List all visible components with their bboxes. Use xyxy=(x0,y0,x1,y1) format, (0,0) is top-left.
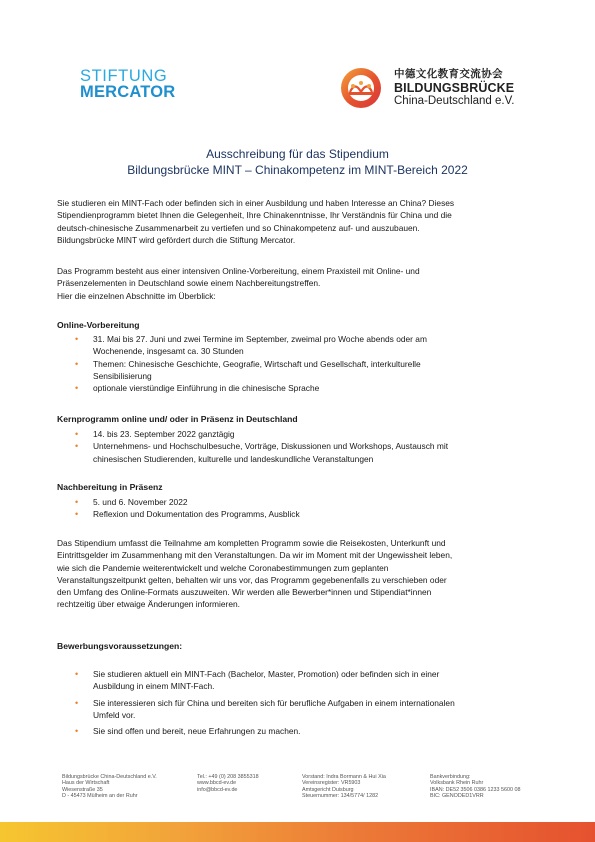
kernprogramm-list xyxy=(75,428,448,465)
section-heading-kernprogramm: Kernprogramm online und/ oder in Präsenz in Deutschland xyxy=(57,414,298,424)
list-item xyxy=(75,440,448,465)
section-heading-bewerbungsvoraussetzungen: Bewerbungsvoraussetzungen: xyxy=(57,641,183,651)
footer-gradient-bar xyxy=(0,822,595,842)
list-item xyxy=(75,725,455,737)
stipend-line: Das Stipendium umfasst die Teilnahme am kompletten Programm sowie die Reisekosten, Unterkunft und xyxy=(57,538,446,548)
stiftung-mercator-logo xyxy=(80,68,175,101)
stipend-line: wie sich die Pandemie weiterentwickelt und welche Coronabestimmungen zum geplanten xyxy=(57,562,389,573)
bullet-icon: • xyxy=(75,358,79,369)
footer-line: Volksbank Rhein Ruhr xyxy=(430,780,484,787)
stipend-line: den Umfang des Online-Formats auszuweiten. Wir werden alle Bewerber*innen und Stipendiat*innen xyxy=(57,587,432,598)
footer-line: Vereinsregister: VR5903 xyxy=(302,780,361,787)
online-vorbereitung-list xyxy=(75,333,427,394)
nachbereitung-list xyxy=(75,496,300,521)
bullet-icon: • xyxy=(75,509,79,520)
list-item-text: Sensibilisierung xyxy=(93,370,152,381)
list-item-text: 5. und 6. November 2022 xyxy=(93,497,188,507)
program-line: Das Programm besteht aus einer intensiven Online-Vorbereitung, einem Praxisteil mit Online- und xyxy=(57,266,420,276)
footer-link[interactable]: www.bbcd-ev.de xyxy=(197,780,237,787)
list-item-text: Sie studieren aktuell ein MINT-Fach (Bachelor, Master, Promotion) oder befinden sich in einer xyxy=(93,669,440,679)
list-item xyxy=(75,428,448,440)
intro-line: deutsch-chinesische Zusammenarbeit zu vertiefen und so Chinakompetenz auf- und auszubauen. xyxy=(57,222,420,233)
list-item-text: Sie sind offen und bereit, neue Erfahrungen zu machen. xyxy=(93,726,301,737)
logo-mercator-line1: STIFTUNG xyxy=(80,67,168,85)
list-item-text: Unternehmens- und Hochschulbesuche, Vorträge, Diskussionen und Workshops, Austausch mit xyxy=(93,441,449,452)
footer-bank xyxy=(430,774,521,800)
list-item-text: 14. bis 23. September 2022 ganztägig xyxy=(93,429,235,439)
bullet-icon: • xyxy=(75,497,79,507)
footer-line: Bankverbindung: xyxy=(430,774,471,780)
footer-contact xyxy=(197,774,259,793)
footer-address xyxy=(62,774,157,800)
list-item-text: 31. Mai bis 27. Juni und zwei Termine im September, zweimal pro Woche abends oder am xyxy=(93,334,427,344)
list-item-text: Umfeld vor. xyxy=(93,709,136,720)
bridge-emblem-icon xyxy=(338,66,388,110)
program-line: Präsenzelementen in Deutschland sowie einem Nachbereitungstreffen. xyxy=(57,278,321,289)
list-item xyxy=(75,697,455,722)
list-item-text: optionale vierstündige Einführung in die chinesische Sprache xyxy=(93,383,320,394)
footer-line: Steuernummer: 134/5774/ 1282 xyxy=(302,793,379,800)
intro-line: Sie studieren ein MINT-Fach oder befinden sich in einer Ausbildung und haben Interesse an China? Dieses xyxy=(57,198,455,208)
bullet-icon: • xyxy=(75,334,79,344)
requirements-list xyxy=(75,668,455,737)
footer-line: BIC: GENODED1VRR xyxy=(430,793,484,800)
stipend-paragraph xyxy=(57,537,547,611)
section-heading-online-vorbereitung: Online-Vorbereitung xyxy=(57,320,140,330)
intro-line: Stipendienprogramm bietet Ihnen die Gelegenheit, Ihre Chinakenntnisse, Ihr Verständnis für China und die xyxy=(57,210,452,221)
logo-mercator-line2: MERCATOR xyxy=(80,83,176,101)
list-item xyxy=(75,358,427,383)
stipend-line: rechtzeitig über etwaige Änderungen informieren. xyxy=(57,599,240,610)
footer-line: D - 45473 Mülheim an der Ruhr xyxy=(62,793,138,800)
program-paragraph xyxy=(57,265,547,302)
bullet-icon: • xyxy=(75,726,79,737)
intro-line: Bildungsbrücke MINT wird gefördert durch die Stiftung Mercator. xyxy=(57,234,296,245)
intro-paragraph xyxy=(57,197,547,246)
footer-link[interactable]: info@bbcd-ev.de xyxy=(197,786,238,793)
logo-bb-sub: China-Deutschland e.V. xyxy=(394,95,515,107)
bullet-icon: • xyxy=(75,429,79,439)
list-item xyxy=(75,668,455,693)
list-item-text: chinesischen Studierenden, kulturelle und landeskundliche Veranstaltungen xyxy=(93,453,374,464)
list-item-text: Reflexion und Dokumentation des Programms, Ausblick xyxy=(93,509,300,520)
bullet-icon: • xyxy=(75,697,79,708)
document-title-line2: Bildungsbrücke MINT – Chinakompetenz im MINT-Bereich 2022 xyxy=(127,163,468,177)
footer-registration xyxy=(302,774,386,800)
footer-line: Wiesenstraße 35 xyxy=(62,786,103,793)
footer-line: IBAN: DE52 3506 0386 1233 5600 08 xyxy=(430,786,521,793)
list-item xyxy=(75,508,300,520)
stipend-line: Eintrittsgelder im Zusammenhang mit den Veranstaltungen. Da wir im Moment mit der Ungewissheit leben, xyxy=(57,550,453,561)
list-item-text: Sie interessieren sich für China und bereiten sich für berufliche Aufgaben in einem internationalen xyxy=(93,697,455,708)
bullet-icon: • xyxy=(75,441,79,452)
program-line: Hier die einzelnen Abschnitte im Überblick: xyxy=(57,290,216,301)
footer-line: Tel.: +49 (0) 208 3855318 xyxy=(197,774,259,780)
list-item-text: Wochenende, insgesamt ca. 30 Stunden xyxy=(93,346,244,357)
footer-line: Bildungsbrücke China-Deutschland e.V. xyxy=(62,774,157,780)
bullet-icon: • xyxy=(75,383,79,394)
footer-line: Amtsgericht Duisburg xyxy=(302,786,354,793)
logo-bb-chinese: 中德文化教育交流协会 xyxy=(394,68,503,80)
list-item xyxy=(75,333,427,358)
bullet-icon: • xyxy=(75,669,79,679)
list-item xyxy=(75,382,427,394)
footer-line: Vorstand: Indra Bormann & Hui Xia xyxy=(302,774,386,780)
list-item-text: Ausbildung in einem MINT-Fach. xyxy=(93,681,215,692)
document-title-line1: Ausschreibung für das Stipendium xyxy=(206,147,389,161)
section-heading-nachbereitung: Nachbereitung in Präsenz xyxy=(57,482,163,492)
list-item-text: Themen: Chinesische Geschichte, Geografie, Wirtschaft und Gesellschaft, interkulturelle xyxy=(93,358,421,369)
list-item xyxy=(75,496,300,508)
stipend-line: Veranstaltungszeitpunkt gelten, behalten wir uns vor, das Programm gegebenenfalls zu verschieben oder xyxy=(57,574,447,585)
logo-bb-name: BILDUNGSBRÜCKE xyxy=(394,81,515,95)
footer-line: Haus der Wirtschaft xyxy=(62,780,110,787)
